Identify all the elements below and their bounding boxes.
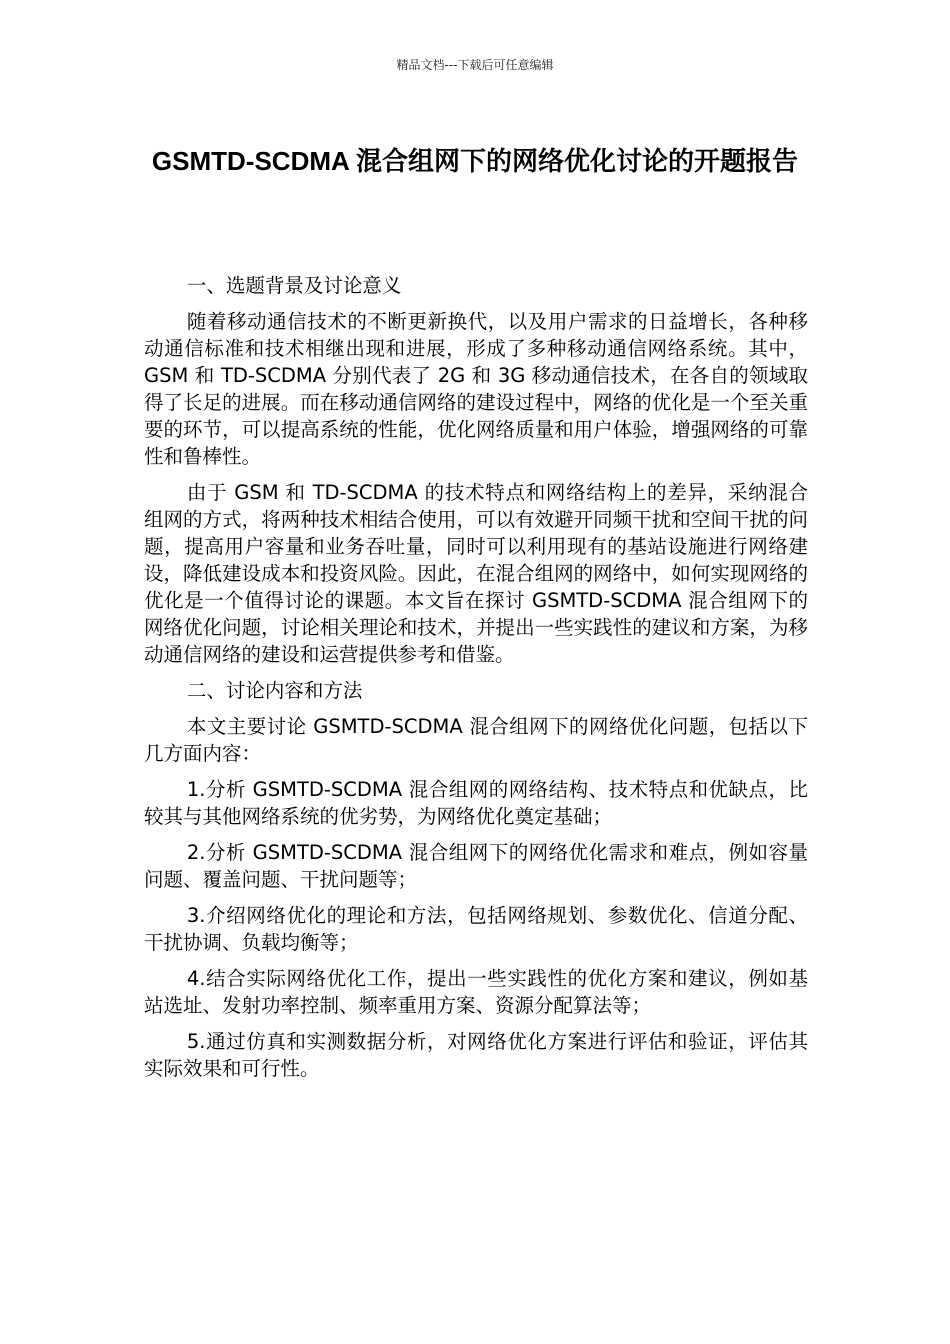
document-title: GSMTD-SCDMA 混合组网下的网络优化讨论的开题报告	[151, 146, 799, 176]
list-item: 3.介绍网络优化的理论和方法，包括网络规划、参数优化、信道分配、干扰协调、负载均衡等；	[144, 904, 808, 954]
list-item: 5.通过仿真和实测数据分析，对网络优化方案进行评估和验证，评估其实际效果和可行性。	[144, 1030, 808, 1080]
paragraph: 本文主要讨论 GSMTD-SCDMA 混合组网下的网络优化问题，包括以下几方面内容：	[144, 715, 808, 765]
list-item: 1.分析 GSMTD-SCDMA 混合组网的网络结构、技术特点和优缺点，比较其与其他网络系统的优劣势，为网络优化奠定基础；	[144, 778, 808, 828]
document-body	[144, 272, 808, 1091]
paragraph: 由于 GSM 和 TD-SCDMA 的技术特点和网络结构上的差异，采纳混合组网的方式，将两种技术相结合使用，可以有效避开同频干扰和空间干扰的问题，提高用户容量和业务吞吐量，同时可以利用现有的基站设施进行网络建设，降低建设成本和投资风险。因此，在混合组网的网络中，如何实现网络的优化是一个值得讨论的课题。本文旨在探讨 GSMTD-SCDMA 混合组网下的网络优化问题，讨论相关理论和技术，并提出一些实践性的建议和方案，为移动通信网络的建设和运营提供参考和借鉴。	[144, 481, 808, 666]
section-heading-content-methods: 二、讨论内容和方法	[186, 679, 363, 702]
list-item: 4.结合实际网络优化工作，提出一些实践性的优化方案和建议，例如基站选址、发射功率控制、频率重用方案、资源分配算法等；	[144, 967, 808, 1017]
section-heading-background: 一、选题背景及讨论意义	[186, 274, 402, 297]
paragraph: 随着移动通信技术的不断更新换代，以及用户需求的日益增长，各种移动通信标准和技术相继出现和进展，形成了多种移动通信网络系统。其中，GSM 和 TD-SCDMA 分别代表了 2G 和 3G 移动通信技术，在各自的领域取得了长足的进展。而在移动通信网络的建设过程中，网络的优化是一个至关重要的环节，可以提高系统的性能，优化网络质量和用户体验，增强网络的可靠性和鲁棒性。	[144, 310, 808, 468]
page-header: 精品文档---下载后可任意编辑	[396, 58, 554, 72]
list-item: 2.分析 GSMTD-SCDMA 混合组网下的网络优化需求和难点，例如容量问题、覆盖问题、干扰问题等；	[144, 841, 808, 891]
